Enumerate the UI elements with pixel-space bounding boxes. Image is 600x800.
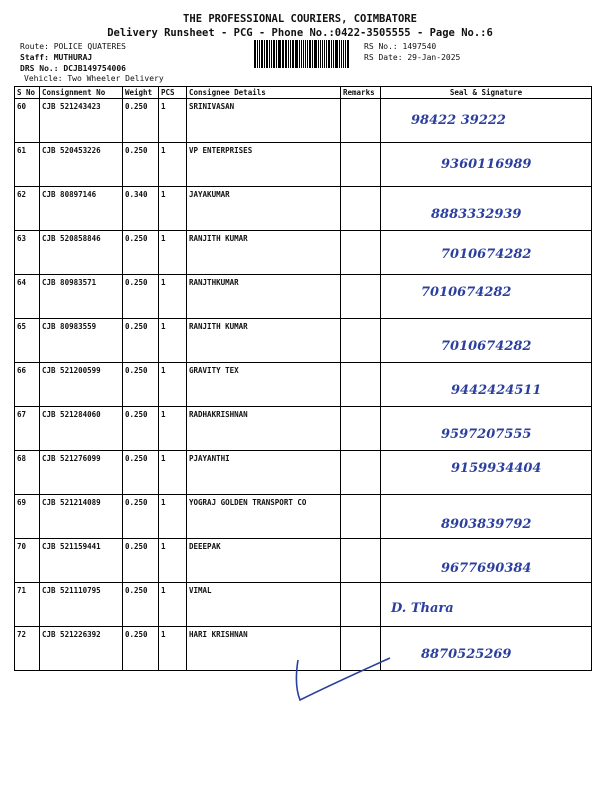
consignee-name: RANJITH KUMAR [187,231,341,275]
barcode-bar [320,40,321,68]
barcode-bar [269,40,270,68]
consignee-name: JAYAKUMAR [187,187,341,231]
barcode-bar [314,40,317,68]
barcode-bar [266,40,268,68]
handwritten-mark [290,655,400,715]
barcode-bar [303,40,305,68]
remarks-cell [341,407,381,451]
route-label: Route: POLICE QUATERES [20,42,126,51]
barcode-image [254,40,350,68]
pcs-value: 1 [159,275,187,319]
consignment-number: CJB 521284060 [40,407,123,451]
remarks-cell [341,187,381,231]
consignee-name: VIMAL [187,583,341,627]
consignee-name: VP ENTERPRISES [187,143,341,187]
col-header: PCS [159,87,187,99]
signature-handwriting: 9159934404 [451,461,542,476]
runsheet-table [14,86,592,671]
col-header: S No [15,87,40,99]
signature-handwriting: 7010674282 [441,339,532,354]
serial-number: 62 [15,187,40,231]
pcs-value: 1 [159,187,187,231]
pcs-value: 1 [159,539,187,583]
remarks-cell [341,539,381,583]
table-row [15,583,592,627]
barcode-bar [324,40,325,68]
consignee-name: YOGRAJ GOLDEN TRANSPORT CO [187,495,341,539]
barcode-bar [318,40,319,68]
rs-number: RS No.: 1497540 [364,42,437,51]
remarks-cell [341,143,381,187]
barcode-bar [341,40,343,68]
serial-number: 69 [15,495,40,539]
barcode-bar [273,40,275,68]
pcs-value: 1 [159,451,187,495]
signature-handwriting: 7010674282 [421,285,512,300]
barcode-bar [278,40,281,68]
consignment-number: CJB 80897146 [40,187,123,231]
serial-number: 71 [15,583,40,627]
col-header: Consignee Details [187,87,341,99]
signature-cell [381,583,592,627]
pcs-value: 1 [159,363,187,407]
signature-cell [381,99,592,143]
weight-value: 0.250 [123,143,159,187]
table-row [15,539,592,583]
serial-number: 60 [15,99,40,143]
serial-number: 61 [15,143,40,187]
signature-cell [381,275,592,319]
signature-handwriting: 8903839792 [441,517,532,532]
table-row [15,451,592,495]
table-row [15,143,592,187]
col-header: Remarks [341,87,381,99]
table-row [15,495,592,539]
runsheet-subtitle: Delivery Runsheet - PCG - Phone No.:0422-3505555 - Page No.:6 [107,27,493,39]
weight-value: 0.250 [123,407,159,451]
weight-value: 0.250 [123,451,159,495]
serial-number: 63 [15,231,40,275]
consignment-number: CJB 520858846 [40,231,123,275]
serial-number: 68 [15,451,40,495]
remarks-cell [341,319,381,363]
table-header-row [15,87,592,99]
barcode-bar [292,40,294,68]
weight-value: 0.340 [123,187,159,231]
signature-handwriting: 9677690384 [441,561,532,576]
company-title: THE PROFESSIONAL COURIERS, COIMBATORE [183,13,417,25]
table-row [15,275,592,319]
weight-value: 0.250 [123,627,159,671]
consignment-number: CJB 521226392 [40,627,123,671]
barcode-bar [285,40,287,68]
table-row [15,407,592,451]
serial-number: 64 [15,275,40,319]
serial-number: 67 [15,407,40,451]
barcode-bar [271,40,272,68]
col-header: Consignment No [40,87,123,99]
remarks-cell [341,99,381,143]
barcode-bar [295,40,298,68]
weight-value: 0.250 [123,319,159,363]
pcs-value: 1 [159,231,187,275]
signature-handwriting: 98422 39222 [411,113,506,128]
signature-handwriting: 9597207555 [441,427,532,442]
pcs-value: 1 [159,583,187,627]
signature-handwriting: 8883332939 [431,207,522,222]
barcode-bar [322,40,324,68]
barcode-bar [339,40,340,68]
serial-number: 66 [15,363,40,407]
weight-value: 0.250 [123,275,159,319]
remarks-cell [341,231,381,275]
consignment-number: CJB 521159441 [40,539,123,583]
barcode-bar [307,40,308,68]
signature-handwriting: 7010674282 [441,247,532,262]
signature-cell [381,495,592,539]
pcs-value: 1 [159,407,187,451]
signature-handwriting: D. Thara [391,601,454,616]
pcs-value: 1 [159,319,187,363]
serial-number: 65 [15,319,40,363]
barcode-bar [288,40,289,68]
weight-value: 0.250 [123,363,159,407]
weight-value: 0.250 [123,231,159,275]
barcode-bar [309,40,311,68]
signature-cell [381,451,592,495]
table-row [15,363,592,407]
barcode-bar [259,40,260,68]
signature-cell [381,143,592,187]
serial-number: 72 [15,627,40,671]
barcode-bar [347,40,349,68]
pcs-value: 1 [159,143,187,187]
barcode-bar [333,40,334,68]
consignment-number: CJB 521214089 [40,495,123,539]
signature-cell [381,363,592,407]
signature-cell [381,187,592,231]
barcode-bar [335,40,338,68]
signature-cell [381,231,592,275]
barcode-bar [305,40,306,68]
consignment-number: CJB 521243423 [40,99,123,143]
barcode-bar [299,40,300,68]
consignee-name: SRINIVASAN [187,99,341,143]
rs-date: RS Date: 29-Jan-2025 [364,53,461,62]
barcode-bar [282,40,283,68]
consignment-number: CJB 80983571 [40,275,123,319]
signature-cell [381,627,592,671]
signature-handwriting: 9442424511 [451,383,542,398]
signature-cell [381,407,592,451]
signature-handwriting: 9360116989 [441,157,532,172]
vehicle-label: Vehicle: Two Wheeler Delivery [24,74,164,83]
table-row [15,319,592,363]
remarks-cell [341,363,381,407]
consignee-name: RANJTHKUMAR [187,275,341,319]
consignee-name: GRAVITY TEX [187,363,341,407]
consignee-name: RADHAKRISHNAN [187,407,341,451]
drs-number: DRS No.: DCJB149754006 [20,64,126,73]
table-row [15,99,592,143]
barcode-bar [283,40,284,68]
barcode-bar [254,40,256,68]
col-header: Seal & Signature [381,87,592,99]
col-header: Weight [123,87,159,99]
serial-number: 70 [15,539,40,583]
barcode-bar [331,40,332,68]
weight-value: 0.250 [123,99,159,143]
barcode-bar [261,40,264,68]
remarks-cell [341,275,381,319]
signature-handwriting: 8870525269 [421,647,512,662]
consignment-number: CJB 80983559 [40,319,123,363]
consignee-name: PJAYANTHI [187,451,341,495]
consignee-name: RANJITH KUMAR [187,319,341,363]
consignment-number: CJB 521110795 [40,583,123,627]
signature-cell [381,319,592,363]
remarks-cell [341,451,381,495]
barcode-bar [264,40,265,68]
pcs-value: 1 [159,627,187,671]
consignee-name: HARI KRISHNAN [187,627,341,671]
barcode-bar [345,40,346,68]
weight-value: 0.250 [123,583,159,627]
weight-value: 0.250 [123,539,159,583]
table-row [15,187,592,231]
remarks-cell [341,583,381,627]
barcode-bar [276,40,277,68]
weight-value: 0.250 [123,495,159,539]
consignment-number: CJB 520453226 [40,143,123,187]
consignee-name: DEEEPAK [187,539,341,583]
barcode-bar [290,40,291,68]
barcode-bar [343,40,344,68]
barcode-bar [301,40,302,68]
consignment-number: CJB 521200599 [40,363,123,407]
barcode-bar [257,40,258,68]
remarks-cell [341,495,381,539]
consignment-number: CJB 521276099 [40,451,123,495]
staff-label: Staff: MUTHURAJ [20,53,93,62]
signature-cell [381,539,592,583]
barcode-bar [326,40,327,68]
barcode-bar [312,40,313,68]
table-row [15,231,592,275]
pcs-value: 1 [159,495,187,539]
barcode-bar [328,40,330,68]
pcs-value: 1 [159,99,187,143]
